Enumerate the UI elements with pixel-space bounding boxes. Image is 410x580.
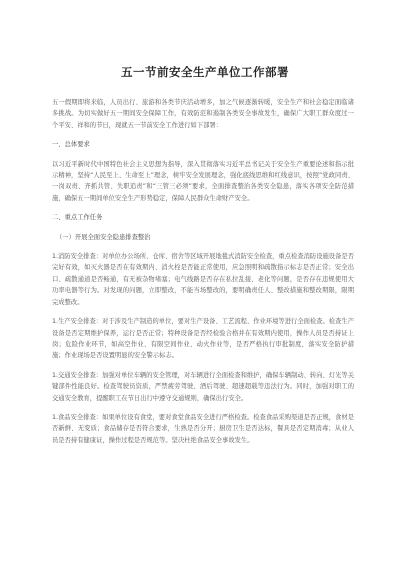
document-title: 五一节前安全生产单位工作部署 — [121, 65, 289, 79]
requirements-paragraph: 以习近平新时代中国特色社会主义思想为指导，深入贯彻落实习近平总书记关于安全生产重要论述和指示批示精神，坚持“人民至上、生命至上”理念，树牢安全发展理念，强化底线思维和红线意识，按照“党政同责、一岗双责、齐抓共管、失职追责”和“三管三必须”要求，全面排查整治各类安全隐患，落实各项安全防范措施，确保五一期间单位安全生产形势稳定，保障人民群众生命财产安全。 — [52, 160, 354, 202]
item-production-safety: 1.生产安全排查：对于涉及生产制造的单位，要对生产设备、工艺流程、作业环境等进行全面检查。检查生产设备是否定期维护保养，运行是否正常；特种设备是否经检验合格并在有效期内使用，操作人员是否持证上岗；危险作业环节，如高空作业、有限空间作业、动火作业等，是否严格执行审批制度，落实安全防护措施；作业现场是否设置明显的安全警示标志。 — [52, 318, 354, 360]
section-heading-tasks: 二、重点工作任务 — [52, 214, 103, 222]
intro-paragraph: 五一假期即将来临，人员出行、旅游和各类节庆活动增多，加之气候逐渐转暖，安全生产和社会稳定面临诸多挑战。为切实做好五一期间安全保障工作，有效防范和遏制各类安全事故发生，确保广大职工群众度过一个平安、祥和的节日，现就五一节前安全工作进行如下部署： — [52, 99, 354, 129]
document-body — [52, 97, 354, 446]
item-food-safety: 1.食品安全排查：如果单位设有食堂，要对食堂食品安全进行严格检查。检查食品采购渠道是否正规，食材是否新鲜、无变质；食品储存是否符合要求，生熟是否分开；厨房卫生是否达标，餐具是否定期消毒；从业人员是否持有健康证，操作过程是否规范等。坚决杜绝食品安全事故发生。 — [52, 413, 354, 444]
subsection-heading-inspection: （一）开展全面安全隐患排查整治 — [56, 233, 151, 241]
section-heading-requirements: 一、总体要求 — [52, 141, 90, 149]
item-traffic-safety: 1.交通安全排查：加强对单位车辆的安全管理，对车辆进行全面检查和维护，确保车辆制动、转向、灯光等关键部件性能良好。检查驾驶员资质，严禁疲劳驾驶、酒后驾驶、超速超载等违法行为。同时，加强对职工的交通安全教育，提醒职工在节日出行中遵守交通规则，确保出行安全。 — [52, 371, 354, 402]
item-fire-safety: 1.消防安全排查：对单位办公场所、仓库、宿舍等区域开展地毯式消防安全检查，重点检查消防设施设备是否完好有效，如灭火器是否在有效期内、消火栓是否能正常使用，应急照明和疏散指示标志是否正常；安全出口、疏散通道是否畅通，有无被杂物堵塞；电气线路是否存在私拉乱接、老化等问题，是否存在违规使用大功率电器等行为。对发现的问题，立即整改，不能当场整改的，要明确责任人、整改措施和整改期限，限期完成整改。 — [52, 253, 354, 306]
